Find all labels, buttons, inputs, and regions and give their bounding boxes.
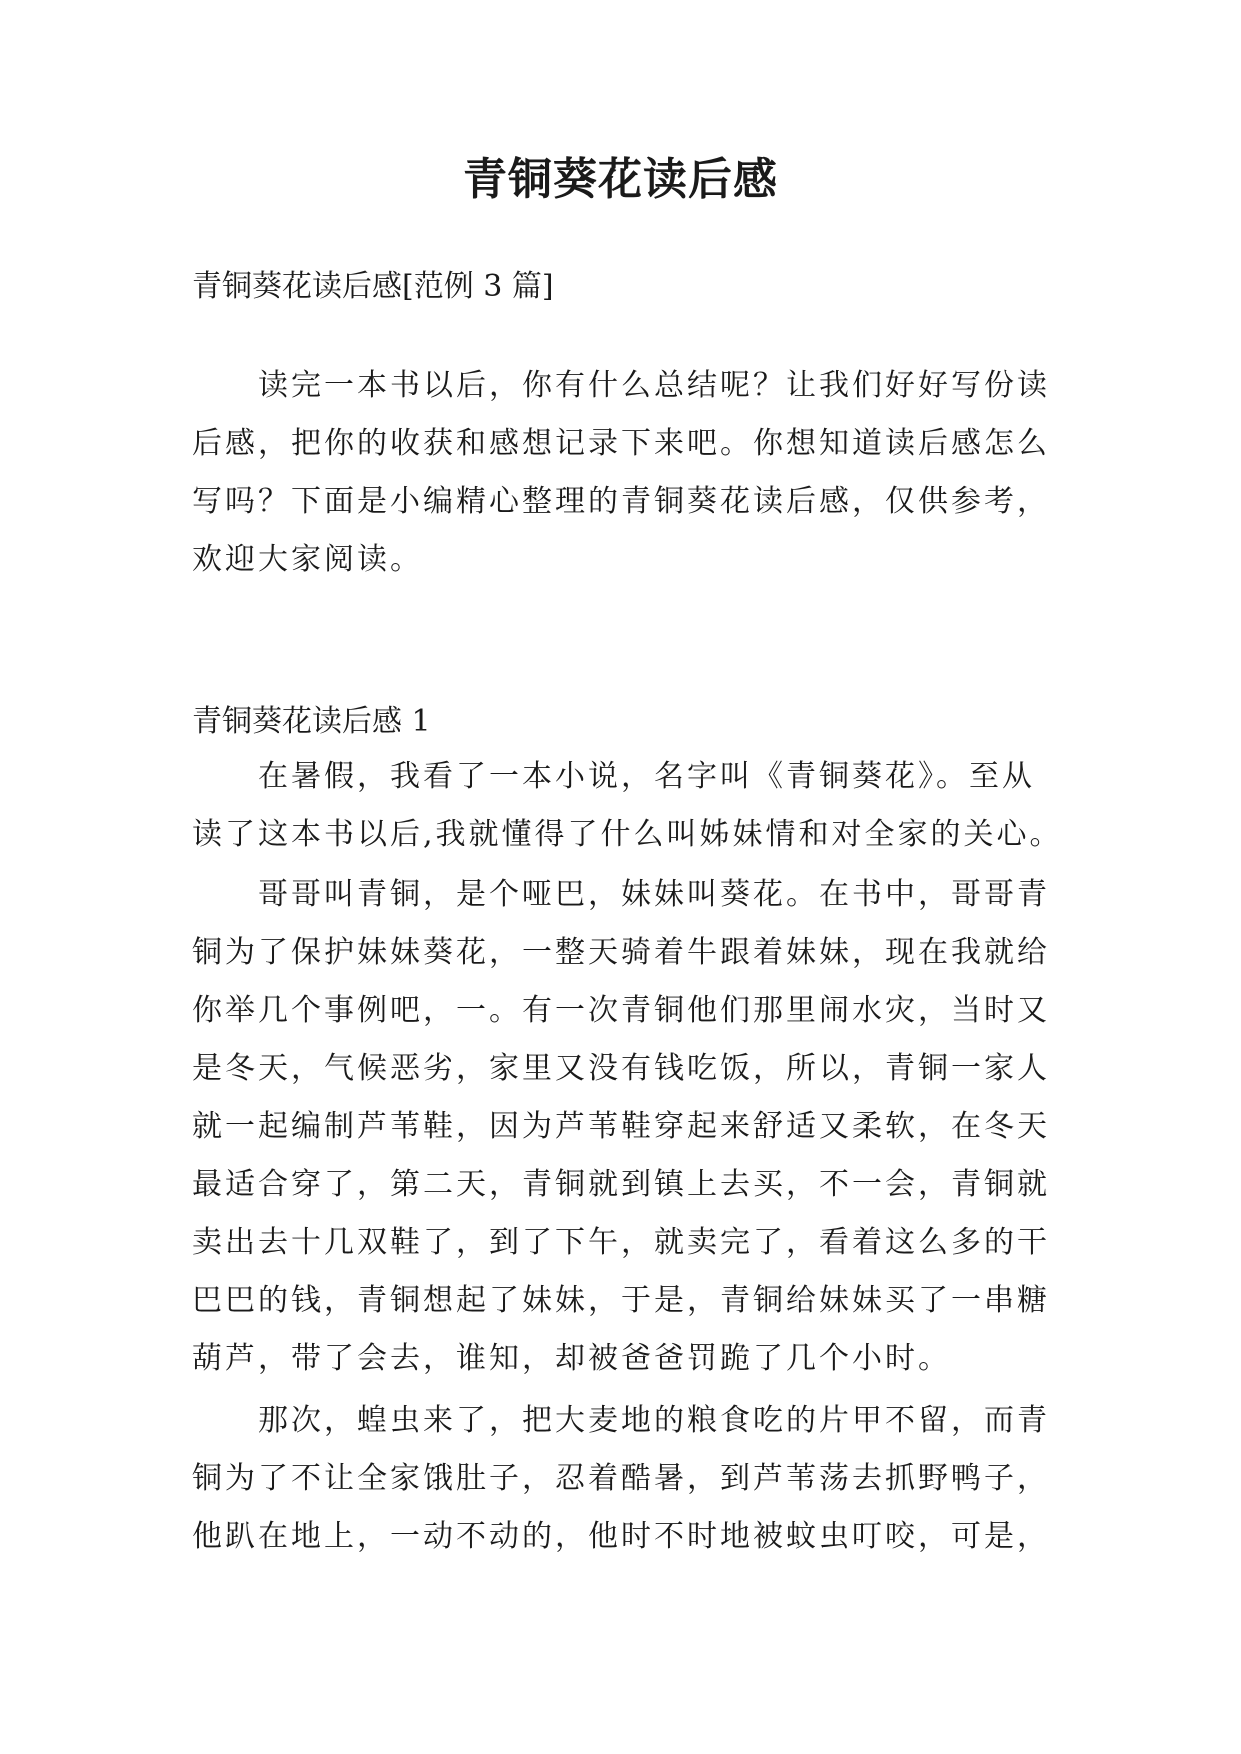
body-paragraph-1 <box>192 748 1072 864</box>
body-line: 葫芦，带了会去，谁知，却被爸爸罚跪了几个小时。 <box>192 1341 951 1376</box>
body-line: 读了这本书以后,我就懂得了什么叫姊妹情和对全家的关心。 <box>192 817 1063 852</box>
section-heading: 青铜葵花读后感 1 <box>192 704 431 739</box>
body-line: 铜为了不让全家饿肚子，忍着酷暑，到芦苇荡去抓野鸭子， <box>192 1461 1050 1496</box>
intro-line: 欢迎大家阅读。 <box>192 542 423 577</box>
body-line: 巴巴的钱，青铜想起了妹妹，于是，青铜给妹妹买了一串糖 <box>192 1283 1050 1318</box>
body-line: 那次，蝗虫来了，把大麦地的粮食吃的片甲不留，而青 <box>258 1403 1050 1438</box>
intro-line: 后感，把你的收获和感想记录下来吧。你想知道读后感怎么 <box>192 426 1050 461</box>
intro-line: 读完一本书以后，你有什么总结呢？让我们好好写份读 <box>258 368 1050 403</box>
body-line: 你举几个事例吧，一。有一次青铜他们那里闹水灾，当时又 <box>192 993 1050 1028</box>
body-line: 他趴在地上，一动不动的，他时不时地被蚊虫叮咬，可是， <box>192 1519 1050 1554</box>
body-line: 是冬天，气候恶劣，家里又没有钱吃饭，所以，青铜一家人 <box>192 1051 1050 1086</box>
body-line: 铜为了保护妹妹葵花，一整天骑着牛跟着妹妹，现在我就给 <box>192 935 1050 970</box>
body-line: 卖出去十几双鞋了，到了下午，就卖完了，看着这么多的干 <box>192 1225 1050 1260</box>
intro-line: 写吗？下面是小编精心整理的青铜葵花读后感，仅供参考， <box>192 484 1050 519</box>
document-title: 青铜葵花读后感 <box>463 154 778 205</box>
body-line: 哥哥叫青铜，是个哑巴，妹妹叫葵花。在书中，哥哥青 <box>258 877 1050 912</box>
body-line: 在暑假，我看了一本小说，名字叫《青铜葵花》。至从 <box>258 759 1035 794</box>
intro-paragraph <box>192 357 1072 589</box>
body-line: 就一起编制芦苇鞋，因为芦苇鞋穿起来舒适又柔软，在冬天 <box>192 1109 1050 1144</box>
body-line: 最适合穿了，第二天，青铜就到镇上去买，不一会，青铜就 <box>192 1167 1050 1202</box>
document-subtitle: 青铜葵花读后感[范例 3 篇] <box>192 269 554 304</box>
body-paragraph-3 <box>192 1392 1072 1566</box>
body-paragraph-2 <box>192 866 1072 1388</box>
